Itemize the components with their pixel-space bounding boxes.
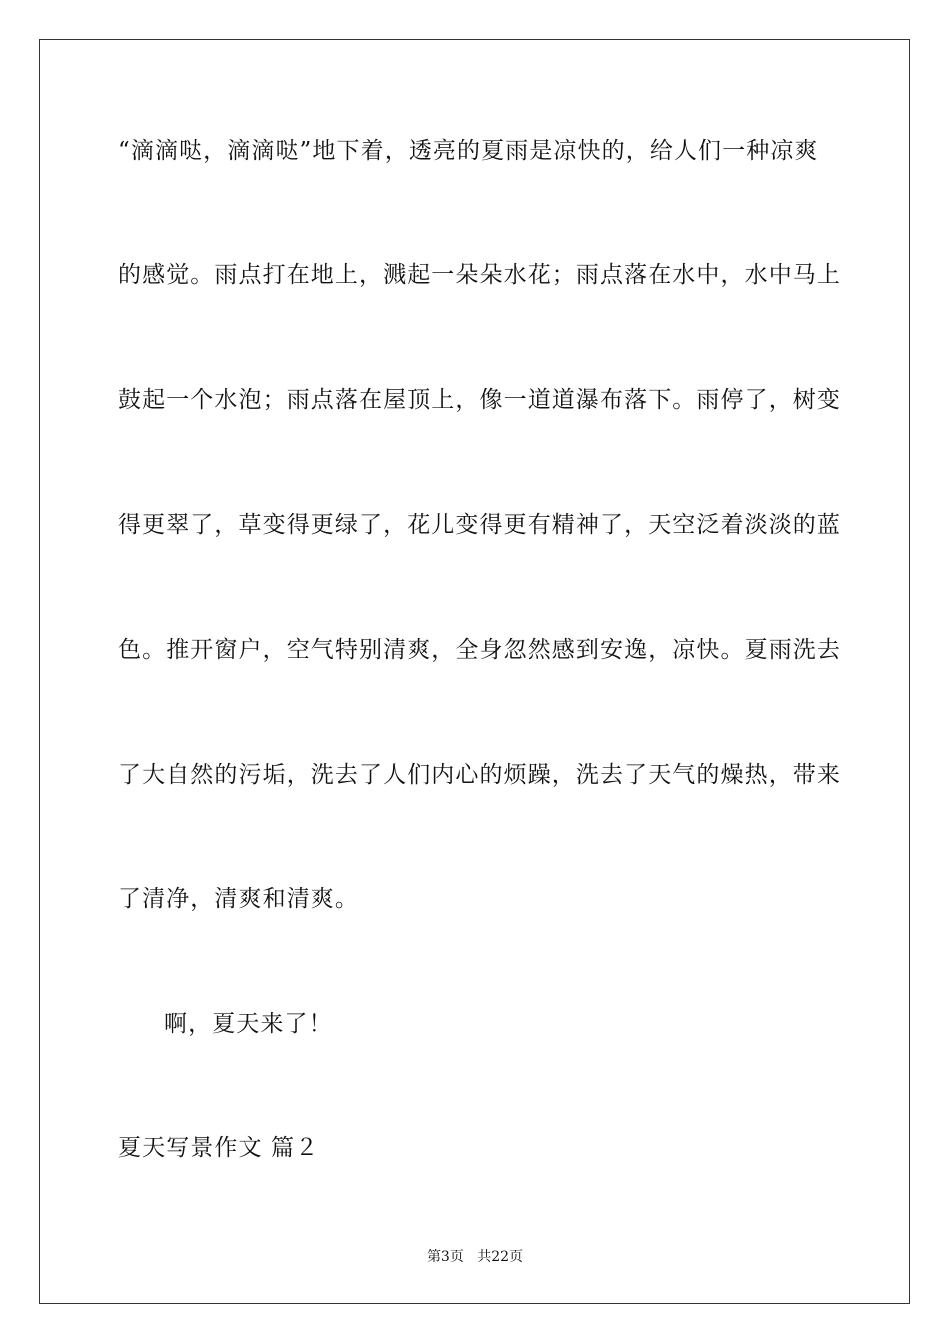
paragraph-line-1: “滴滴哒，滴滴哒”地下着，透亮的夏雨是凉快的，给人们一种凉爽 xyxy=(118,138,819,164)
paragraph-line-6: 了大自然的污垢，洗去了人们内心的烦躁，洗去了天气的燥热，带来 xyxy=(118,762,841,788)
paragraph-line-5: 色。推开窗户，空气特别清爽，全身忽然感到安逸，凉快。夏雨洗去 xyxy=(118,637,841,663)
paragraph-line-7: 了清净，清爽和清爽。 xyxy=(118,886,359,912)
paragraph-line-3: 鼓起一个水泡；雨点落在屋顶上，像一道道瀑布落下。雨停了，树变 xyxy=(118,387,841,413)
page-number: 第3页 xyxy=(426,1249,464,1265)
exclamation-line: 啊，夏天来了！ xyxy=(164,1011,333,1037)
section-heading: 夏天写景作文 篇２ xyxy=(118,1135,320,1161)
page-footer xyxy=(0,1248,950,1266)
paragraph-line-4: 得更翠了，草变得更绿了，花儿变得更有精神了，天空泛着淡淡的蓝 xyxy=(118,512,841,538)
page-frame xyxy=(39,39,910,1304)
paragraph-line-2: 的感觉。雨点打在地上，溅起一朵朵水花；雨点落在水中，水中马上 xyxy=(118,262,841,288)
page-total: 共22页 xyxy=(477,1249,524,1265)
